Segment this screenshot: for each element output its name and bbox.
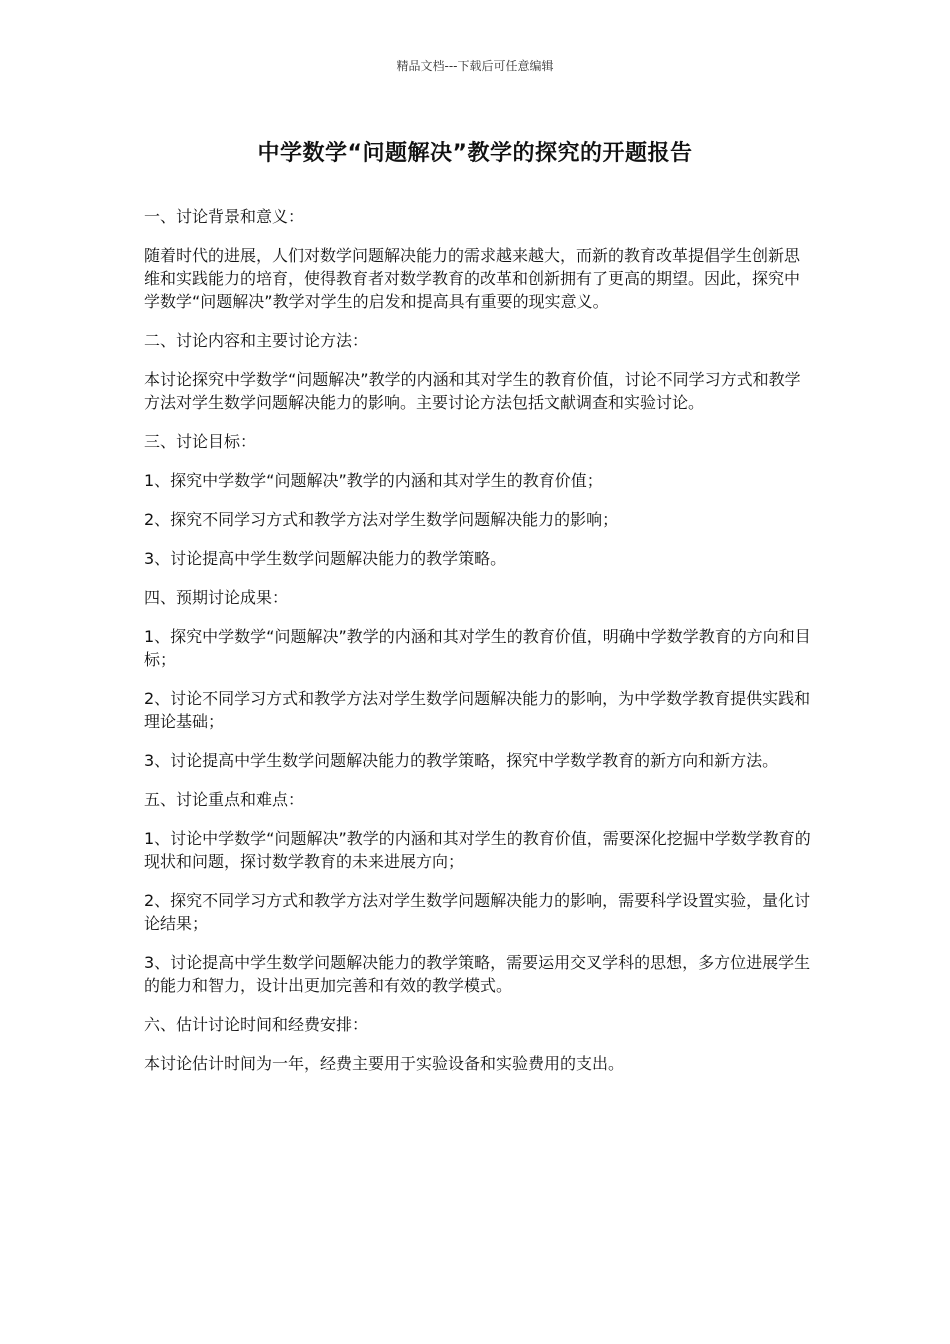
- document-title: 中学数学“问题解决”教学的探究的开题报告: [257, 141, 693, 166]
- key-point-item-2: 2、探究不同学习方式和教学方法对学生数学问题解决能力的影响，需要科学设置实验，量化讨论结果；: [144, 891, 811, 933]
- paragraph-content-methods: 本讨论探究中学数学“问题解决”教学的内涵和其对学生的教育价值，讨论不同学习方式和教学方法对学生数学问题解决能力的影响。主要讨论方法包括文献调查和实验讨论。: [144, 370, 801, 412]
- paragraph-background: 随着时代的进展，人们对数学问题解决能力的需求越来越大，而新的教育改革提倡学生创新思维和实践能力的培育，使得教育者对数学教育的改革和创新拥有了更高的期望。因此，探究中学数学“问题解决”教学对学生的启发和提高具有重要的现实意义。: [144, 246, 801, 311]
- key-point-item-3: 3、讨论提高中学生数学问题解决能力的教学策略，需要运用交叉学科的思想，多方位进展学生的能力和智力，设计出更加完善和有效的教学模式。: [144, 953, 811, 995]
- goal-item-2: 2、探究不同学习方式和教学方法对学生数学问题解决能力的影响；: [144, 510, 619, 529]
- document-body: [144, 205, 814, 1091]
- header-note: 精品文档---下载后可任意编辑: [396, 59, 554, 73]
- section-heading-time-budget: 六、估计讨论时间和经费安排：: [144, 1015, 369, 1034]
- section-heading-content-methods: 二、讨论内容和主要讨论方法：: [144, 331, 369, 350]
- result-item-1: 1、探究中学数学“问题解决”教学的内涵和其对学生的教育价值，明确中学数学教育的方向和目标；: [144, 627, 811, 669]
- section-heading-background: 一、讨论背景和意义：: [144, 207, 305, 226]
- section-heading-goals: 三、讨论目标：: [144, 432, 257, 451]
- goal-item-3: 3、讨论提高中学生数学问题解决能力的教学策略。: [144, 549, 507, 568]
- result-item-3: 3、讨论提高中学生数学问题解决能力的教学策略，探究中学数学教育的新方向和新方法。: [144, 751, 779, 770]
- paragraph-time-budget: 本讨论估计时间为一年，经费主要用于实验设备和实验费用的支出。: [144, 1054, 625, 1073]
- key-point-item-1: 1、讨论中学数学“问题解决”教学的内涵和其对学生的教育价值，需要深化挖掘中学数学教育的现状和问题，探讨数学教育的未来进展方向；: [144, 829, 811, 871]
- section-heading-expected-results: 四、预期讨论成果：: [144, 588, 289, 607]
- section-heading-key-points: 五、讨论重点和难点：: [144, 790, 305, 809]
- goal-item-1: 1、探究中学数学“问题解决”教学的内涵和其对学生的教育价值；: [144, 471, 603, 490]
- result-item-2: 2、讨论不同学习方式和教学方法对学生数学问题解决能力的影响，为中学数学教育提供实践和理论基础；: [144, 689, 811, 731]
